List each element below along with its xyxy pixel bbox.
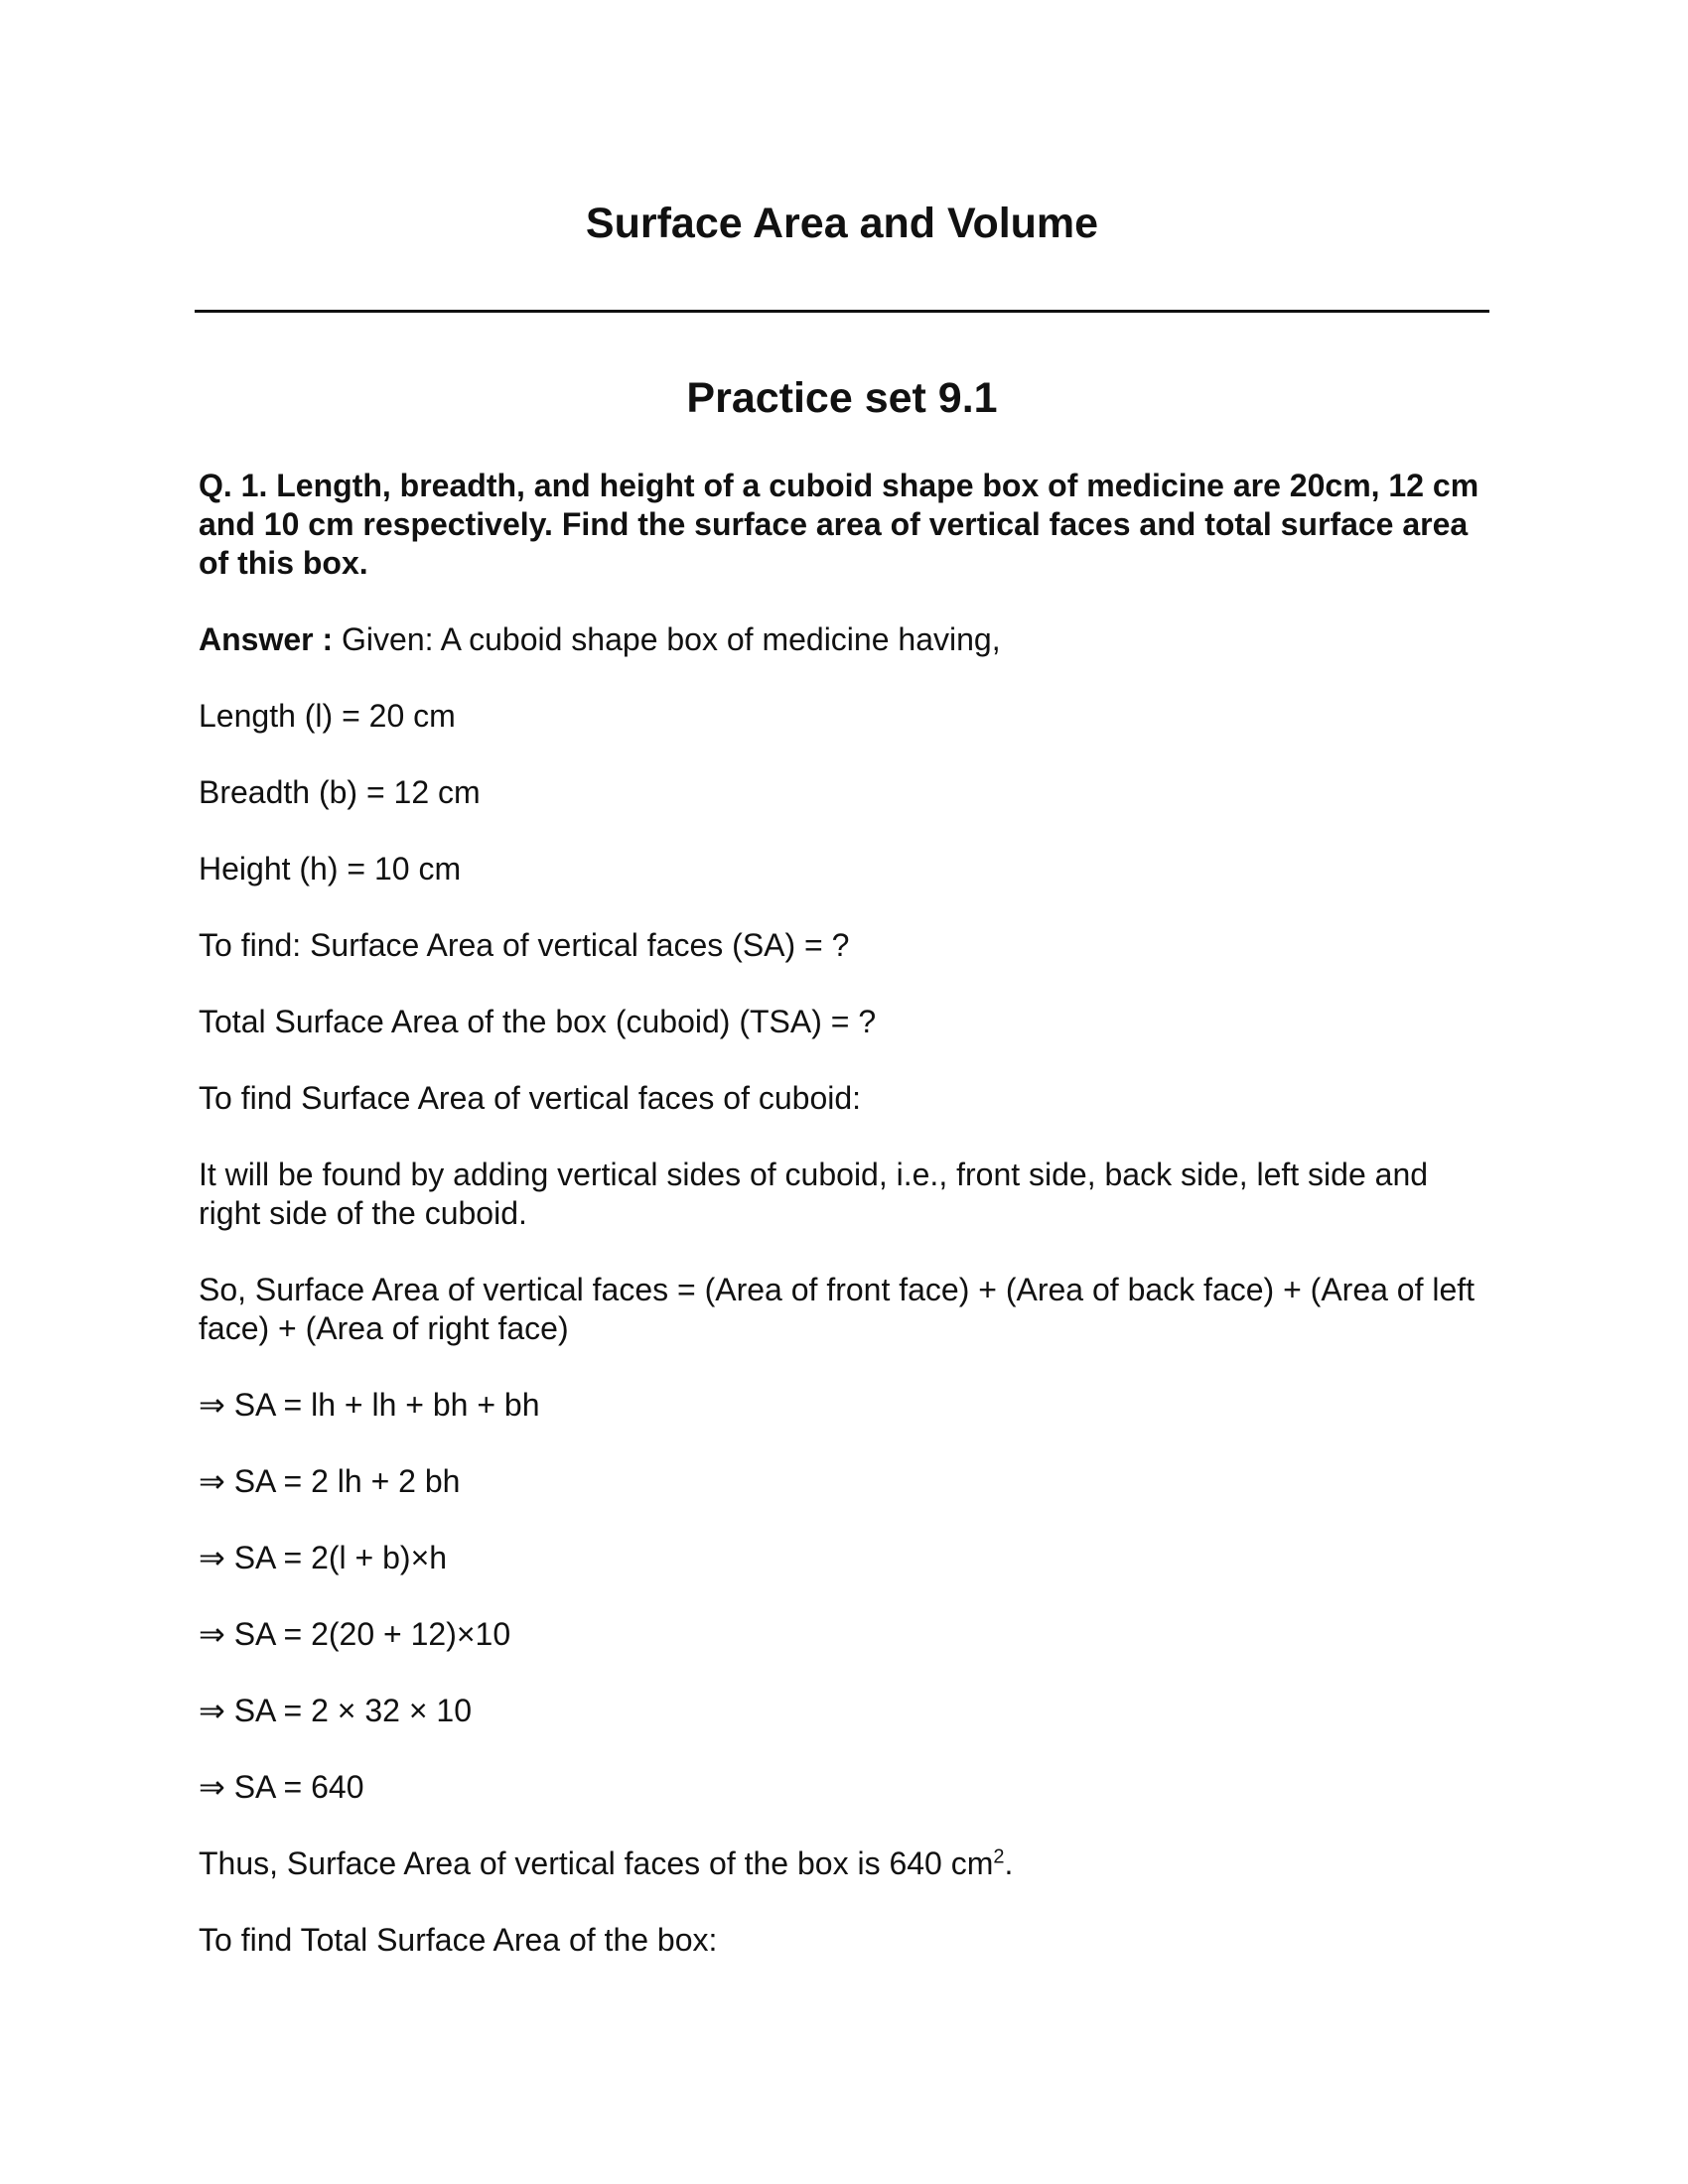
sa-conclusion-text: Thus, Surface Area of vertical faces of the box is 640 cm (199, 1845, 994, 1881)
document-title: Surface Area and Volume (585, 200, 1099, 247)
sa-step-4: ⇒ SA = 2(20 + 12)×10 (199, 1616, 511, 1652)
answer-intro-text: Given: A cuboid shape box of medicine having, (333, 621, 1001, 657)
sa-explanation: It will be found by adding vertical sides of cuboid, i.e., front side, back side, left side and right side of the cuboid. (199, 1157, 1429, 1231)
section-title: Practice set 9.1 (686, 374, 998, 422)
document-body (199, 467, 1489, 1997)
to-find-sa: To find: Surface Area of vertical faces (SA) = ? (199, 927, 850, 963)
to-find-tsa: Total Surface Area of the box (cuboid) (TSA) = ? (199, 1004, 877, 1039)
sa-step-3: ⇒ SA = 2(l + b)×h (199, 1540, 448, 1575)
question-text: Q. 1. Length, breadth, and height of a cuboid shape box of medicine are 20cm, 12 cm and 10 cm respectively. Find the surface area of vertical faces and total surface area of this box. (199, 468, 1479, 581)
given-height: Height (h) = 10 cm (199, 851, 462, 887)
answer-intro (199, 620, 1489, 659)
sa-conclusion-end: . (1004, 1845, 1014, 1881)
title-divider (195, 310, 1489, 313)
sa-conclusion (199, 1844, 1489, 1883)
sa-step-2: ⇒ SA = 2 lh + 2 bh (199, 1463, 461, 1499)
sa-step-6: ⇒ SA = 640 (199, 1769, 364, 1805)
tsa-heading: To find Total Surface Area of the box: (199, 1922, 718, 1958)
sa-step-5: ⇒ SA = 2 × 32 × 10 (199, 1693, 473, 1728)
sa-heading: To find Surface Area of vertical faces of cuboid: (199, 1080, 862, 1116)
given-breadth: Breadth (b) = 12 cm (199, 774, 481, 810)
sa-step-1: ⇒ SA = lh + lh + bh + bh (199, 1387, 540, 1423)
sa-conclusion-exponent: 2 (993, 1845, 1005, 1868)
answer-label: Answer : (199, 621, 334, 657)
given-length: Length (l) = 20 cm (199, 698, 456, 734)
sa-formula-words: So, Surface Area of vertical faces = (Area of front face) + (Area of back face) + (Area of left face) + (Area of right face) (199, 1272, 1476, 1346)
